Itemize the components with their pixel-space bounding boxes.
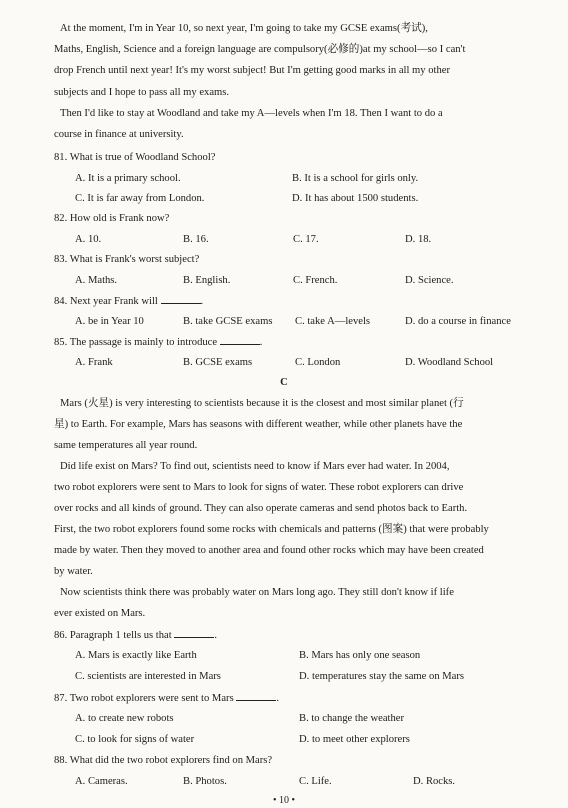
passage-line: ever existed on Mars. <box>54 608 146 619</box>
option-d[interactable]: D. to meet other explorers <box>299 734 410 745</box>
question-text: 84. Next year Frank will <box>54 296 158 307</box>
answer-blank[interactable] <box>220 335 260 345</box>
option-d[interactable]: D. 18. <box>405 234 432 245</box>
option-d[interactable]: D. Rocks. <box>413 776 456 787</box>
option-c[interactable]: C. to look for signs of water <box>75 734 195 745</box>
option-b[interactable]: B. English. <box>183 275 231 286</box>
answer-blank[interactable] <box>161 294 201 304</box>
passage-line: Now scientists think there was probably water on Mars long ago. They still don't know if life <box>60 587 454 598</box>
option-b[interactable]: B. Mars has only one season <box>299 650 421 661</box>
option-a[interactable]: A. It is a primary school. <box>75 173 181 184</box>
option-a[interactable]: A. Mars is exactly like Earth <box>75 650 197 661</box>
option-c[interactable]: C. It is far away from London. <box>75 193 205 204</box>
passage-line: course in finance at university. <box>54 129 184 140</box>
option-d[interactable]: D. do a course in finance <box>405 316 511 327</box>
option-b[interactable]: B. GCSE exams <box>183 357 253 368</box>
option-c[interactable]: C. take A—levels <box>295 316 371 327</box>
option-c[interactable]: C. French. <box>293 275 338 286</box>
option-b[interactable]: B. Photos. <box>183 776 227 787</box>
option-a[interactable]: A. Frank <box>75 357 113 368</box>
option-b[interactable]: B. take GCSE exams <box>183 316 273 327</box>
passage-line: First, the two robot explorers found some rocks with chemicals and patterns (图案) that were probably <box>54 524 489 535</box>
option-a[interactable]: A. be in Year 10 <box>75 316 144 327</box>
passage-line: made by water. Then they moved to another area and found other rocks which may have been created <box>54 545 484 556</box>
stem-period: . <box>214 630 217 641</box>
question-stem <box>0 335 262 350</box>
question-stem <box>0 294 203 309</box>
option-c[interactable]: C. Life. <box>299 776 332 787</box>
passage-line: Did life exist on Mars? To find out, scientists need to know if Mars ever had water. In 2004, <box>60 461 450 472</box>
question-text: 87. Two robot explorers were sent to Mars <box>54 693 234 704</box>
stem-period: . <box>276 693 280 704</box>
question-text: 85. The passage is mainly to introduce <box>54 337 218 348</box>
question-stem: 81. What is true of Woodland School? <box>54 152 216 163</box>
question-stem: 83. What is Frank's worst subject? <box>54 254 200 265</box>
question-stem <box>0 691 279 706</box>
passage-line: subjects and I hope to pass all my exams. <box>54 87 230 98</box>
section-heading: C <box>280 377 288 388</box>
passage-line: Maths, English, Science and a foreign language are compulsory(必修的)at my school—so I can't <box>54 44 466 55</box>
page-number: • 10 • <box>272 795 295 806</box>
option-c[interactable]: C. scientists are interested in Mars <box>75 671 221 682</box>
option-d[interactable]: D. Science. <box>405 275 454 286</box>
question-stem: 82. How old is Frank now? <box>54 213 170 224</box>
option-a[interactable]: A. 10. <box>75 234 102 245</box>
option-b[interactable]: B. It is a school for girls only. <box>292 173 419 184</box>
option-a[interactable]: A. to create new robots <box>75 713 174 724</box>
passage-line: Mars (火星) is very interesting to scientists because it is the closest and most similar planet (行 <box>60 398 464 409</box>
passage-line: At the moment, I'm in Year 10, so next year, I'm going to take my GCSE exams(考试), <box>60 23 428 34</box>
option-b[interactable]: B. to change the weather <box>299 713 405 724</box>
answer-blank[interactable] <box>236 691 276 701</box>
passage-line: by water. <box>54 566 93 577</box>
option-c[interactable]: C. London <box>295 357 341 368</box>
option-d[interactable]: D. temperatures stay the same on Mars <box>299 671 465 682</box>
stem-period: . <box>259 337 263 348</box>
answer-blank[interactable] <box>174 628 214 638</box>
option-a[interactable]: A. Maths. <box>75 275 118 286</box>
question-stem: 88. What did the two robot explorers find on Mars? <box>54 755 273 766</box>
passage-line: over rocks and all kinds of ground. They can also operate cameras and send photos back to Earth. <box>54 503 468 514</box>
option-a[interactable]: A. Cameras. <box>75 776 128 787</box>
option-c[interactable]: C. 17. <box>293 234 319 245</box>
question-text: 86. Paragraph 1 tells us that <box>54 630 172 641</box>
option-b[interactable]: B. 16. <box>183 234 209 245</box>
passage-line: 星) to Earth. For example, Mars has seasons with different weather, while other planets have the <box>54 419 463 430</box>
option-d[interactable]: D. It has about 1500 students. <box>292 193 419 204</box>
passage-line: two robot explorers were sent to Mars to look for signs of water. These robot explorers can drive <box>54 482 464 493</box>
passage-line: Then I'd like to stay at Woodland and take my A—levels when I'm 18. Then I want to do a <box>60 108 443 119</box>
stem-period: . <box>200 296 204 307</box>
question-stem <box>0 628 217 643</box>
passage-line: same temperatures all year round. <box>54 440 198 451</box>
passage-line: drop French until next year! It's my worst subject! But I'm getting good marks in all my other <box>54 65 451 76</box>
option-d[interactable]: D. Woodland School <box>405 357 494 368</box>
